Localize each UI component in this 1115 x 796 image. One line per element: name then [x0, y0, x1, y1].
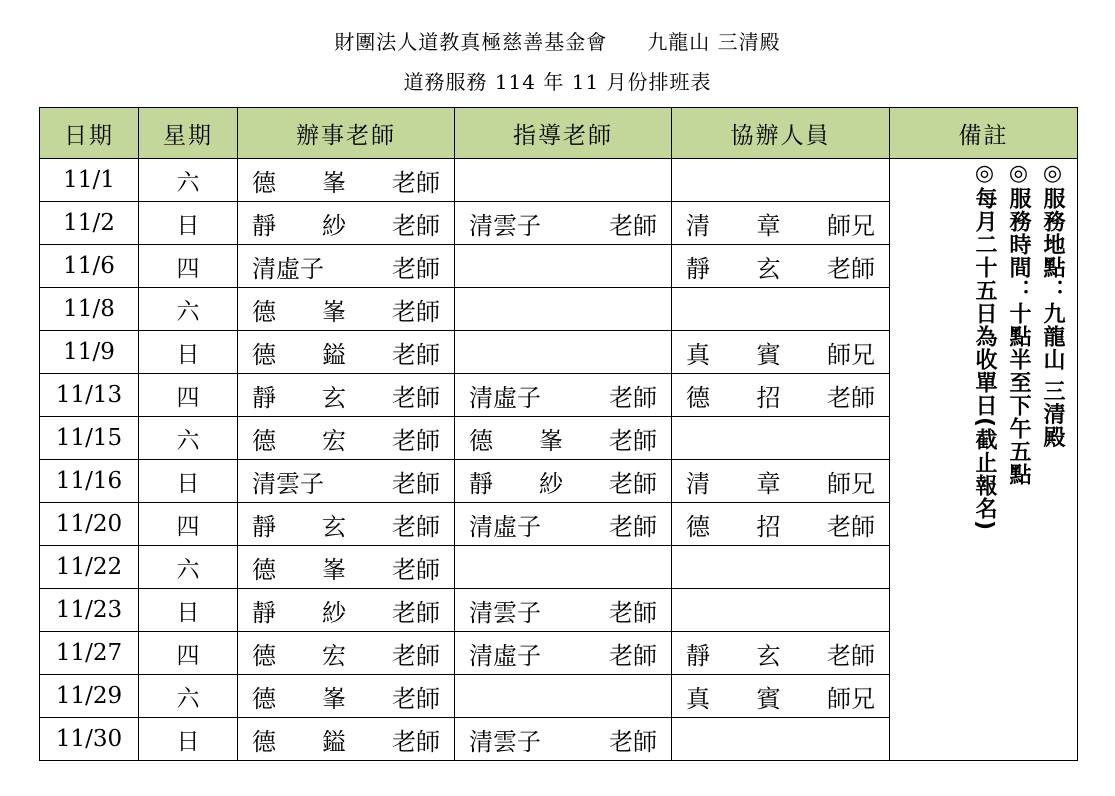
guide-cell [455, 417, 672, 460]
person-name [238, 292, 454, 327]
assist-cell [672, 632, 890, 675]
name-part: 真 [686, 684, 710, 713]
name-part: 老師 [392, 254, 440, 283]
host-cell [238, 202, 455, 245]
name-part: 老師 [609, 512, 657, 541]
name-part: 清虛子 [469, 641, 541, 670]
person-name [238, 335, 454, 370]
person-name [238, 636, 454, 671]
weekday-cell: 六 [139, 675, 238, 718]
guide-cell [455, 546, 672, 589]
date-cell: 11/23 [40, 589, 139, 632]
weekday-cell: 六 [139, 417, 238, 460]
person-name [455, 636, 671, 671]
name-part: 清 [686, 211, 710, 240]
person-name [238, 206, 454, 241]
name-part: 峯 [322, 684, 346, 713]
roster-table [39, 107, 1078, 761]
name-part: 靜 [252, 211, 276, 240]
name-part: 峯 [322, 297, 346, 326]
person-name [672, 507, 889, 542]
weekday-cell: 四 [139, 632, 238, 675]
date-cell: 11/16 [40, 460, 139, 503]
name-part: 老師 [609, 727, 657, 756]
name-part: 老師 [827, 641, 875, 670]
header-notes: 備註 [890, 108, 1078, 159]
name-part: 玄 [756, 254, 781, 283]
header-date: 日期 [40, 108, 139, 159]
assist-cell [672, 245, 890, 288]
note-line: ◎每月二十五日為收單日(截止報名) [972, 161, 997, 532]
guide-cell [455, 675, 672, 718]
name-part: 老師 [392, 555, 440, 584]
guide-cell [455, 331, 672, 374]
person-name [672, 378, 889, 413]
name-part: 玄 [756, 641, 781, 670]
name-part: 老師 [609, 426, 657, 455]
name-part: 老師 [609, 211, 657, 240]
weekday-cell: 六 [139, 288, 238, 331]
person-name [238, 550, 454, 585]
host-cell [238, 675, 455, 718]
temple-name: 九龍山 三清殿 [647, 30, 781, 54]
guide-cell [455, 202, 672, 245]
org-title [0, 26, 1115, 55]
name-part: 師兄 [827, 469, 875, 498]
person-name [238, 378, 454, 413]
name-part: 老師 [392, 168, 440, 197]
name-part: 老師 [392, 340, 440, 369]
name-part: 賓 [756, 684, 781, 713]
weekday-cell: 日 [139, 460, 238, 503]
name-part: 清雲子 [252, 469, 324, 498]
person-name [455, 507, 671, 542]
name-part: 鎰 [322, 340, 346, 369]
person-name [455, 464, 671, 499]
person-name [455, 206, 671, 241]
assist-cell [672, 159, 890, 202]
name-part: 師兄 [827, 211, 875, 240]
name-part: 老師 [392, 383, 440, 412]
host-cell [238, 374, 455, 417]
host-cell [238, 288, 455, 331]
date-cell: 11/9 [40, 331, 139, 374]
person-name [238, 464, 454, 499]
name-part: 老師 [392, 469, 440, 498]
name-part: 靜 [252, 383, 276, 412]
name-part: 靜 [469, 469, 493, 498]
header-guide: 指導老師 [455, 108, 672, 159]
name-part: 紗 [322, 211, 346, 240]
person-name [672, 206, 889, 241]
assist-cell [672, 503, 890, 546]
name-part: 老師 [392, 426, 440, 455]
date-cell: 11/20 [40, 503, 139, 546]
name-part: 峯 [322, 168, 346, 197]
date-cell: 11/15 [40, 417, 139, 460]
name-part: 老師 [392, 641, 440, 670]
assist-cell [672, 546, 890, 589]
name-part: 清雲子 [469, 211, 541, 240]
roster-body [40, 159, 1078, 761]
date-cell: 11/30 [40, 718, 139, 761]
name-part: 老師 [392, 512, 440, 541]
guide-cell [455, 460, 672, 503]
person-name [672, 636, 889, 671]
name-part: 老師 [609, 598, 657, 627]
name-part: 德 [252, 727, 276, 756]
org-name: 財團法人道教真極慈善基金會 [334, 30, 608, 54]
date-cell: 11/1 [40, 159, 139, 202]
name-part: 德 [252, 684, 276, 713]
name-part: 老師 [392, 598, 440, 627]
person-name [238, 679, 454, 714]
person-name [455, 378, 671, 413]
name-part: 靜 [686, 641, 710, 670]
name-part: 師兄 [827, 340, 875, 369]
name-part: 德 [252, 641, 276, 670]
name-part: 玄 [322, 512, 346, 541]
guide-cell [455, 503, 672, 546]
name-part: 峯 [322, 555, 346, 584]
host-cell [238, 589, 455, 632]
name-part: 峯 [539, 426, 563, 455]
assist-cell [672, 589, 890, 632]
table-row [40, 159, 1078, 202]
host-cell [238, 460, 455, 503]
person-name [672, 249, 889, 284]
name-part: 紗 [322, 598, 346, 627]
name-part: 德 [252, 168, 276, 197]
name-part: 清 [686, 469, 710, 498]
name-part: 靜 [252, 512, 276, 541]
name-part: 鎰 [322, 727, 346, 756]
host-cell [238, 331, 455, 374]
weekday-cell: 日 [139, 589, 238, 632]
notes-text [969, 161, 1067, 531]
assist-cell [672, 675, 890, 718]
assist-cell [672, 288, 890, 331]
name-part: 清雲子 [469, 727, 541, 756]
name-part: 德 [686, 383, 710, 412]
name-part: 老師 [609, 383, 657, 412]
person-name [455, 593, 671, 628]
guide-cell [455, 288, 672, 331]
guide-cell [455, 245, 672, 288]
guide-cell [455, 718, 672, 761]
person-name [238, 249, 454, 284]
guide-cell [455, 159, 672, 202]
name-part: 老師 [392, 211, 440, 240]
notes-cell [890, 159, 1078, 761]
name-part: 清虛子 [469, 512, 541, 541]
host-cell [238, 546, 455, 589]
date-cell: 11/29 [40, 675, 139, 718]
name-part: 靜 [686, 254, 710, 283]
weekday-cell: 四 [139, 503, 238, 546]
name-part: 清虛子 [469, 383, 541, 412]
name-part: 宏 [322, 641, 346, 670]
name-part: 賓 [756, 340, 781, 369]
weekday-cell: 日 [139, 718, 238, 761]
name-part: 真 [686, 340, 710, 369]
name-part: 老師 [609, 469, 657, 498]
date-cell: 11/22 [40, 546, 139, 589]
weekday-cell: 日 [139, 202, 238, 245]
name-part: 清虛子 [252, 254, 324, 283]
name-part: 宏 [322, 426, 346, 455]
name-part: 老師 [392, 684, 440, 713]
name-part: 德 [686, 512, 710, 541]
host-cell [238, 503, 455, 546]
assist-cell [672, 460, 890, 503]
name-part: 章 [756, 211, 781, 240]
name-part: 靜 [252, 598, 276, 627]
assist-cell [672, 331, 890, 374]
guide-cell [455, 374, 672, 417]
name-part: 師兄 [827, 684, 875, 713]
header-weekday: 星期 [139, 108, 238, 159]
header-assist: 協辦人員 [672, 108, 890, 159]
note-line: ◎服務時間：十點半至下午五點 [1006, 161, 1031, 486]
weekday-cell: 六 [139, 546, 238, 589]
name-part: 招 [756, 383, 781, 412]
name-part: 老師 [827, 254, 875, 283]
date-cell: 11/2 [40, 202, 139, 245]
name-part: 玄 [322, 383, 346, 412]
name-part: 德 [252, 297, 276, 326]
host-cell [238, 245, 455, 288]
name-part: 章 [756, 469, 781, 498]
header-host: 辦事老師 [238, 108, 455, 159]
name-part: 德 [252, 340, 276, 369]
header-row [40, 108, 1078, 159]
date-cell: 11/8 [40, 288, 139, 331]
person-name [238, 163, 454, 198]
weekday-cell: 日 [139, 331, 238, 374]
schedule-title: 道務服務 114 年 11 月份排班表 [403, 70, 712, 94]
name-part: 德 [252, 555, 276, 584]
guide-cell [455, 632, 672, 675]
weekday-cell: 四 [139, 374, 238, 417]
name-part: 德 [469, 426, 493, 455]
weekday-cell: 四 [139, 245, 238, 288]
person-name [238, 722, 454, 757]
date-cell: 11/13 [40, 374, 139, 417]
person-name [238, 593, 454, 628]
host-cell [238, 718, 455, 761]
host-cell [238, 417, 455, 460]
host-cell [238, 632, 455, 675]
assist-cell [672, 374, 890, 417]
name-part: 招 [756, 512, 781, 541]
guide-cell [455, 589, 672, 632]
host-cell [238, 159, 455, 202]
person-name [672, 335, 889, 370]
name-part: 清雲子 [469, 598, 541, 627]
person-name [672, 679, 889, 714]
name-part: 老師 [827, 383, 875, 412]
name-part: 老師 [392, 297, 440, 326]
note-line: ◎服務地點：九龍山 三清殿 [1040, 161, 1065, 449]
name-part: 德 [252, 426, 276, 455]
person-name [672, 464, 889, 499]
name-part: 紗 [539, 469, 563, 498]
person-name [455, 722, 671, 757]
assist-cell [672, 202, 890, 245]
date-cell: 11/27 [40, 632, 139, 675]
assist-cell [672, 417, 890, 460]
assist-cell [672, 718, 890, 761]
name-part: 老師 [827, 512, 875, 541]
person-name [455, 421, 671, 456]
date-cell: 11/6 [40, 245, 139, 288]
person-name [238, 507, 454, 542]
weekday-cell: 六 [139, 159, 238, 202]
person-name [238, 421, 454, 456]
name-part: 老師 [392, 727, 440, 756]
name-part: 老師 [609, 641, 657, 670]
